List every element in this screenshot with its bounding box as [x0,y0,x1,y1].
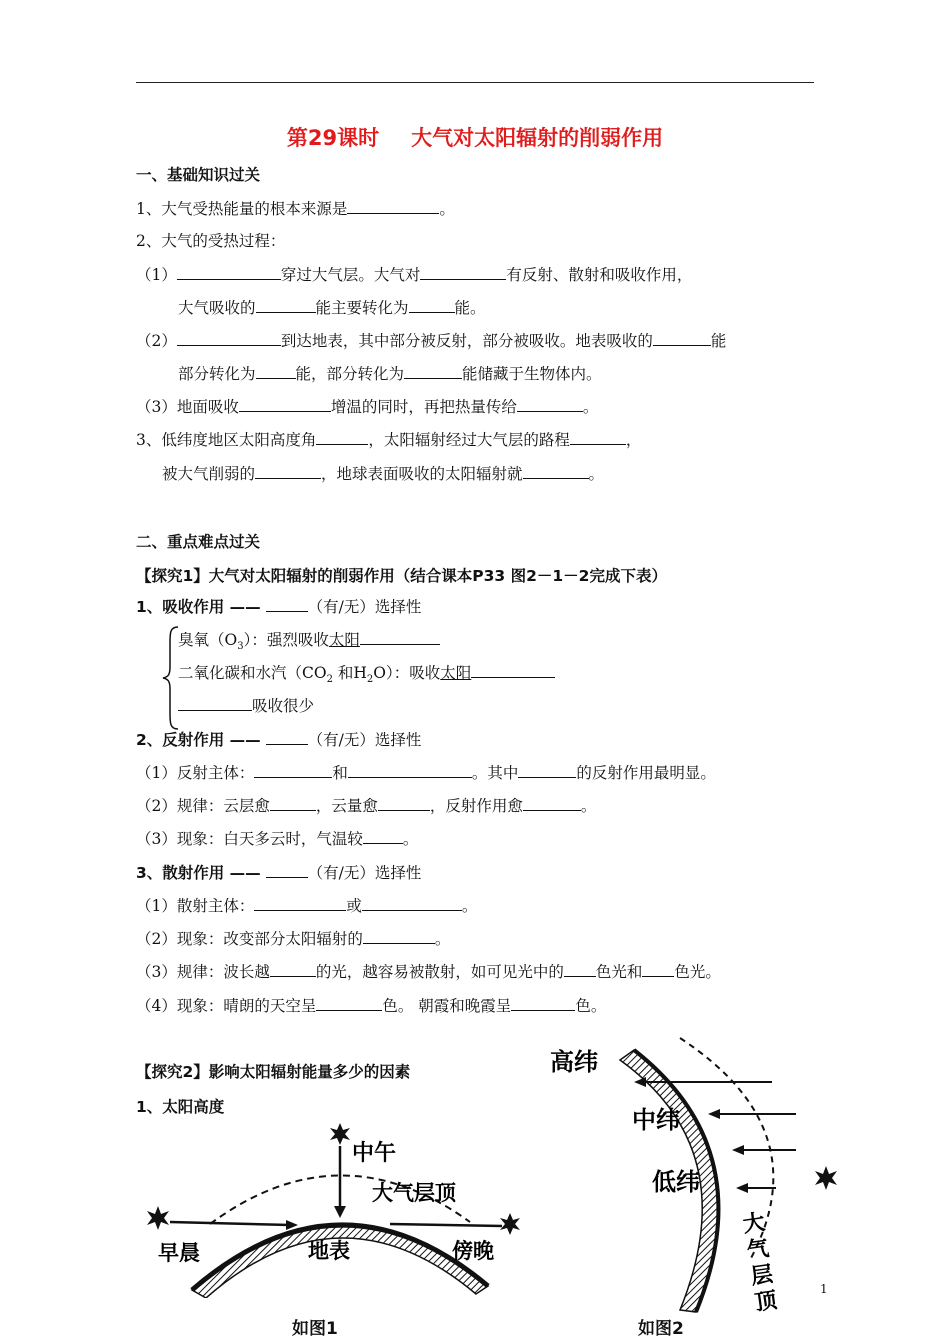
explore-2-heading: 【探究2】影响太阳辐射能量多少的因素 [136,1063,411,1081]
blank[interactable] [360,629,440,645]
label-atmo-top-char: 顶 [753,1288,779,1316]
reflection-2: （2）规律：云层愈 ，云量愈 ，反射作用愈 。 [136,797,597,815]
reflection-1: （1）反射主体： 和 。其中 的反射作用最明显。 [136,764,716,782]
question-2-1b: 大气吸收的 能主要转化为 能。 [178,299,486,317]
label-atmo-top-vertical [741,1210,779,1316]
blank[interactable] [270,795,316,811]
sun-icon [815,1166,837,1190]
blank[interactable] [518,762,576,778]
blank[interactable] [570,429,626,445]
blank[interactable] [239,396,331,412]
blank[interactable] [378,795,430,811]
blank[interactable] [177,264,281,280]
question-2-2: （2） 到达地表，其中部分被反射，部分被吸收。地表吸收的 能 [136,332,727,350]
figure-2-caption: 如图2 [638,1319,684,1339]
scattering-3: （3）规律：波长越 的光，越容易被散射，如可见光中的 色光和 色光。 [136,963,721,981]
page-number: 1 [820,1282,828,1296]
sun-evening-icon [500,1213,520,1235]
ozone-line: 臭氧$(O_3)$：强烈吸收太阳 [178,629,440,657]
figure-2 [530,1020,860,1320]
scattering-heading: 3、散射作用 —— （有/无）选择性 [136,864,422,882]
reflection-heading: 2、反射作用 —— （有/无）选择性 [136,731,422,749]
question-1: 1、大气受热能量的根本来源是 。 [136,200,455,218]
section2-heading: 二、重点难点过关 [136,533,261,551]
blank[interactable] [256,297,316,313]
blank[interactable] [653,330,711,346]
blank[interactable] [363,828,403,844]
question-3b: 被大气削弱的 ，地球表面吸收的太阳辐射就 。 [162,465,605,483]
co2-line: 二氧化碳和水汽（$CO_2$ 和$H_2O$）：吸收太阳 [178,662,555,690]
question-3: 3、低纬度地区太阳高度角 ，太阳辐射经过大气层的路程 ， [136,431,642,449]
label-mid-latitude: 中纬 [632,1106,680,1134]
sun-morning-icon [147,1206,169,1230]
explore-1-heading: 【探究1】大气对太阳辐射的削弱作用（结合课本P33 图2－1－2完成下表） [136,567,667,585]
blank[interactable] [363,928,435,944]
sun-height-heading: 1、太阳高度 [136,1098,225,1116]
blank[interactable] [523,795,581,811]
section1-heading: 一、基础知识过关 [136,166,261,184]
figure-1 [140,1118,530,1298]
question-2: 2、大气的受热过程： [136,232,286,250]
blank[interactable] [409,297,455,313]
page-title [0,122,950,152]
blank[interactable] [266,862,308,878]
scattering-1: （1）散射主体： 或 。 [136,897,478,915]
blank[interactable] [316,995,382,1011]
lesson-number: 第29课时 [286,126,380,150]
blank[interactable] [420,264,506,280]
scattering-4: （4）现象：晴朗的天空呈 色。 朝霞和晚霞呈 色。 [136,997,607,1015]
label-atmo-top-char: 大 [741,1210,767,1238]
blank[interactable] [642,961,674,977]
blank[interactable] [517,396,583,412]
blank[interactable] [362,895,462,911]
blank[interactable] [254,895,346,911]
question-2-1: （1） 穿过大气层。大气对 有反射、散射和吸收作用， [136,266,693,284]
scattering-2: （2）现象：改变部分太阳辐射的 。 [136,930,451,948]
blank[interactable] [254,762,332,778]
label-atmo-top-char: 层 [749,1262,775,1290]
label-atmo-top: 大气层顶 [372,1181,456,1205]
label-evening: 傍晚 [452,1239,494,1263]
label-high-latitude: 高纬 [550,1048,598,1076]
label-atmo-top-char: 气 [745,1236,771,1264]
blank[interactable] [471,662,555,678]
blank[interactable] [404,363,462,379]
blank[interactable] [564,961,596,977]
label-morning: 早晨 [158,1241,200,1265]
blank[interactable] [523,463,589,479]
label-noon: 中午 [352,1141,397,1166]
sun-noon-icon [330,1123,350,1145]
blank[interactable] [255,463,321,479]
blank[interactable] [178,695,252,711]
absorption-heading: 1、吸收作用 —— （有/无）选择性 [136,598,422,616]
blank[interactable] [266,729,308,745]
blank[interactable] [270,961,316,977]
question-2-3: （3）地面吸收 增温的同时，再把热量传给 。 [136,398,599,416]
blank[interactable] [511,995,575,1011]
blank[interactable] [316,429,368,445]
lesson-topic: 大气对太阳辐射的削弱作用 [411,126,664,150]
label-low-latitude: 低纬 [652,1168,700,1196]
blank[interactable] [256,363,296,379]
little-absorption-line: 吸收很少 [178,695,314,716]
header-rule [136,82,814,83]
reflection-3: （3）现象：白天多云时，气温较 。 [136,830,419,848]
blank[interactable] [177,330,281,346]
figure-1-caption: 如图1 [292,1319,338,1339]
blank[interactable] [348,762,472,778]
blank[interactable] [266,596,308,612]
blank[interactable] [347,198,439,214]
question-2-2b: 部分转化为 能，部分转化为 能储藏于生物体内。 [178,365,602,383]
label-surface: 地表 [308,1239,350,1263]
